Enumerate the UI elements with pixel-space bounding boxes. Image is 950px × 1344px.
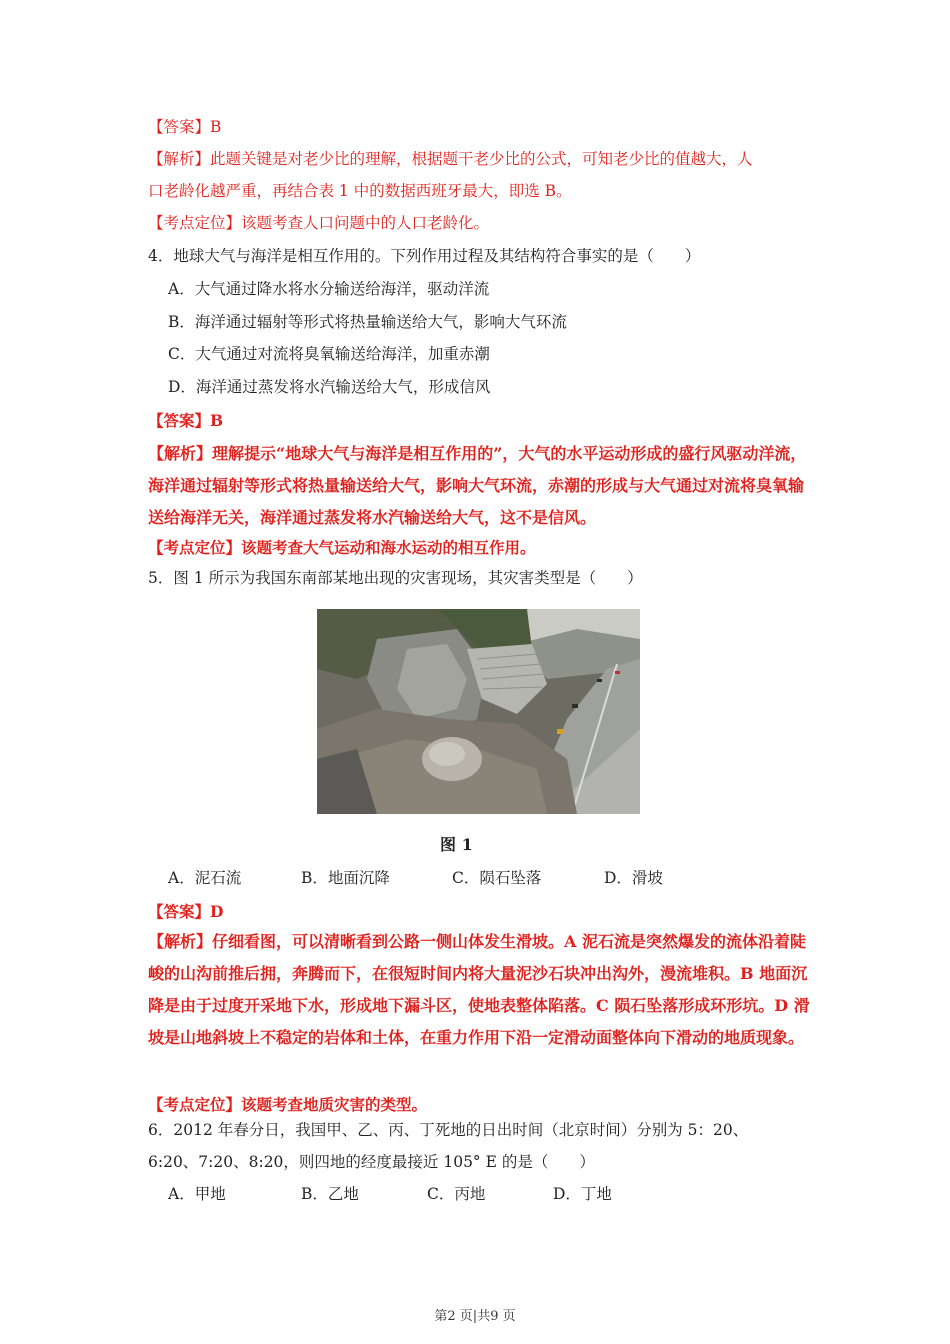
q5-option-b: B．地面沉降 [301, 869, 390, 887]
q5-stem: 5．图 1 所示为我国东南部某地出现的灾害现场，其灾害类型是（ ） [148, 569, 643, 587]
q6-option-a: A．甲地 [168, 1185, 226, 1203]
q3-answer: 【答案】B [148, 118, 222, 136]
q4-analysis: 【解析】理解提示“地球大气与海洋是相互作用的”，大气的水平运动形成的盛行风驱动洋流，海洋通过辐射等形式将热量输送给大气，影响大气环流，赤潮的形成与大气通过对流将臭氧输送给海洋无关，海洋通过蒸发将水汽输送给大气，这不是信风。 [148, 444, 807, 527]
q4-option-a: A．大气通过降水将水分输送给海洋，驱动洋流 [168, 280, 490, 298]
q4-option-b: B．海洋通过辐射等形式将热量输送给大气，影响大气环流 [168, 313, 567, 331]
q6-option-d: D．丁地 [553, 1185, 612, 1203]
q5-location: 【考点定位】该题考查地质灾害的类型。 [148, 1095, 428, 1114]
q5-analysis: 【解析】仔细看图，可以清晰看到公路一侧山体发生滑坡。A 泥石流是突然爆发的流体沿着陡峻的山沟前推后拥，奔腾而下，在很短时间内将大量泥沙石块冲出沟外，漫流堆积。B 地面沉降是由于过度开采地下水，形成地下漏斗区，使地表整体陷落。C 陨石坠落形成环形坑。D 滑坡是山地斜坡上不稳定的岩体和土体，在重力作用下沿一定滑动面整体向下滑动的地质现象。 [148, 932, 810, 1047]
q3-analysis-line2: 口老龄化越严重，再结合表 1 中的数据西班牙最大，即选 B。 [148, 182, 572, 200]
figure-caption: 图 1 [440, 835, 473, 854]
q6-stem-line2: 6:20、7:20、8:20，则四地的经度最接近 105° E 的是（ ） [148, 1153, 595, 1171]
q5-answer: 【答案】D [148, 902, 224, 921]
page-footer: 第2 页|共9 页 [434, 1309, 516, 1324]
q3-analysis-line1: 【解析】此题关键是对老少比的理解，根据题干老少比的公式，可知老少比的值越大，人 [148, 150, 753, 168]
q6-options [168, 1184, 612, 1204]
q5-option-a: A．泥石流 [168, 869, 242, 887]
q4-location: 【考点定位】该题考查大气运动和海水运动的相互作用。 [148, 538, 536, 557]
q4-stem: 4．地球大气与海洋是相互作用的。下列作用过程及其结构符合事实的是（ ） [148, 247, 701, 265]
q3-location: 【考点定位】该题考查人口问题中的人口老龄化。 [148, 214, 490, 232]
q4-option-c: C．大气通过对流将臭氧输送给海洋，加重赤潮 [168, 345, 490, 363]
q5-option-d: D．滑坡 [604, 869, 663, 887]
q5-options [168, 868, 663, 888]
q6-option-c: C．丙地 [427, 1185, 486, 1203]
q4-option-d: D．海洋通过蒸发将水汽输送给大气，形成信风 [168, 378, 491, 396]
q6-option-b: B．乙地 [301, 1185, 359, 1203]
q5-option-c: C．陨石坠落 [452, 869, 542, 887]
q4-answer: 【答案】B [148, 411, 224, 430]
landslide-photo [317, 609, 640, 814]
q6-stem-line1: 6．2012 年春分日，我国甲、乙、丙、丁死地的日出时间（北京时间）分别为 5：20、 [148, 1121, 749, 1139]
